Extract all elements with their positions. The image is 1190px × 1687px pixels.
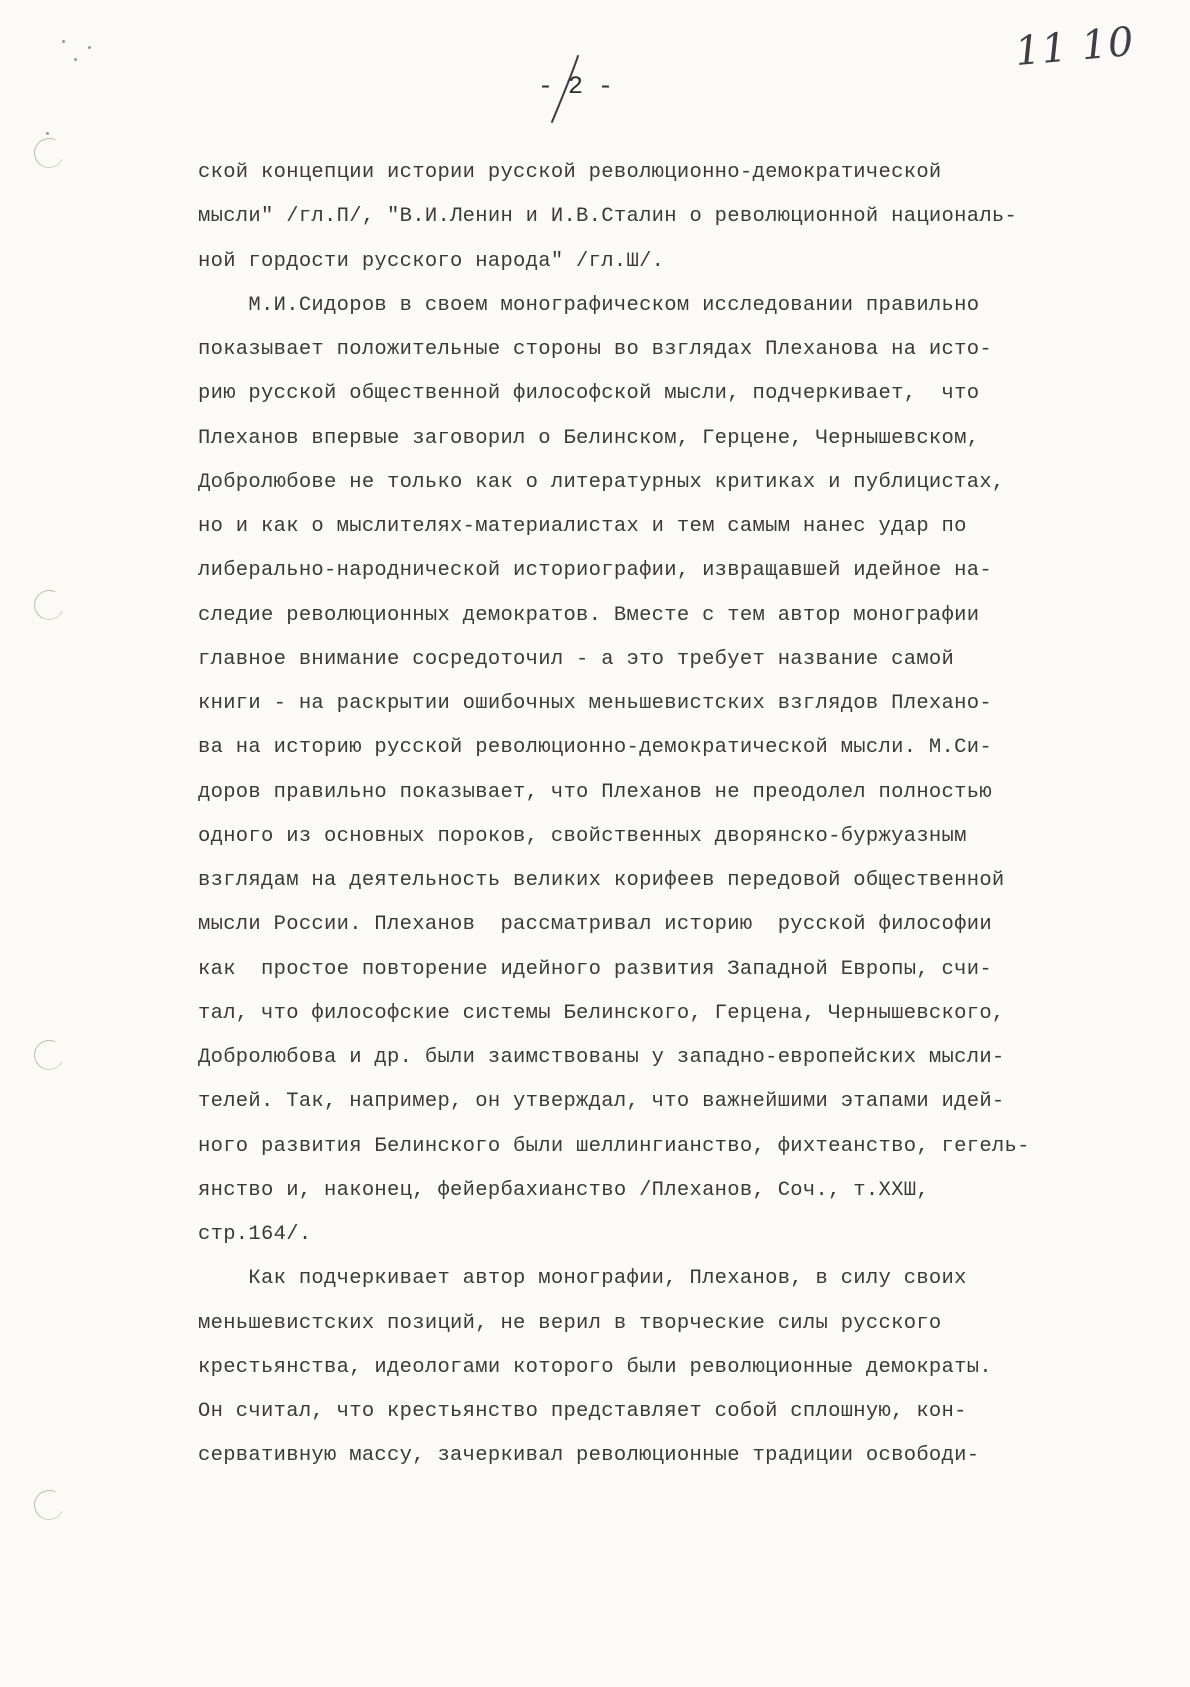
- text-line: следие революционных демократов. Вместе с тем автор монографии: [198, 603, 980, 627]
- text-line: Плеханов впервые заговорил о Белинском, Герцене, Чернышевском,: [198, 426, 980, 450]
- text-line: как простое повторение идейного развития Западной Европы, счи-: [198, 957, 992, 981]
- text-line: ва на историю русской революционно-демократической мысли. М.Си-: [198, 736, 992, 760]
- text-line: одного из основных пороков, свойственных дворянско-буржуазным: [198, 824, 967, 848]
- text-line: мысли" /гл.П/, "В.И.Ленин и И.В.Сталин о революционной националь-: [198, 205, 1018, 229]
- archive-folio-number: 11 10: [1013, 18, 1137, 76]
- text-line: либерально-народнической историографии, извращавшей идейное на-: [198, 559, 992, 583]
- text-line: Добролюбове не только как о литературных критиках и публицистах,: [198, 470, 1005, 494]
- text-line: М.И.Сидоров в своем монографическом исследовании правильно: [198, 293, 980, 317]
- text-line: тал, что философские системы Белинского, Герцена, Чернышевского,: [198, 1001, 1005, 1025]
- text-line: мысли России. Плеханов рассматривал историю русской философии: [198, 913, 992, 937]
- text-line: сервативную массу, зачеркивал революционные традиции освободи-: [198, 1444, 980, 1468]
- text-line: Он считал, что крестьянство представляет собой сплошную, кон-: [198, 1400, 967, 1423]
- text-line: меньшевистских позиций, не верил в творческие силы русского: [198, 1311, 942, 1335]
- text-line: Добролюбова и др. были заимствованы у западно-европейских мысли-: [198, 1046, 1005, 1069]
- text-line: крестьянства, идеологами которого были революционные демократы.: [198, 1355, 992, 1379]
- text-line: но и как о мыслителях-материалистах и тем самым нанес удар по: [198, 515, 967, 538]
- text-line: ской концепции истории русской революционно-демократической: [198, 161, 942, 184]
- text-line: показывает положительные стороны во взглядах Плеханова на исто-: [198, 338, 992, 361]
- text-line: рию русской общественной философской мысли, подчеркивает, что: [198, 382, 980, 406]
- text-line: главное внимание сосредоточил - а это требует название самой: [198, 647, 955, 671]
- text-line: ной гордости русского народа" /гл.Ш/.: [198, 249, 665, 273]
- text-line: стр.164/.: [198, 1223, 312, 1246]
- text-line: книги - на раскрытии ошибочных меньшевистских взглядов Плехано-: [198, 692, 992, 715]
- text-line: янство и, наконец, фейербахианство /Плеханов, Соч., т.XXШ,: [198, 1178, 929, 1202]
- page-number: - 2 -: [538, 72, 614, 101]
- text-line: телей. Так, например, он утверждал, что важнейшими этапами идей-: [198, 1090, 1005, 1114]
- text-line: ного развития Белинского были шеллингианство, фихтеанство, гегель-: [198, 1134, 1030, 1158]
- text-line: взглядам на деятельность великих корифеев передовой общественной: [198, 869, 1005, 892]
- text-line: доров правильно показывает, что Плеханов не преодолел полностью: [198, 780, 992, 804]
- text-line: Как подчеркивает автор монографии, Плеханов, в силу своих: [198, 1267, 967, 1291]
